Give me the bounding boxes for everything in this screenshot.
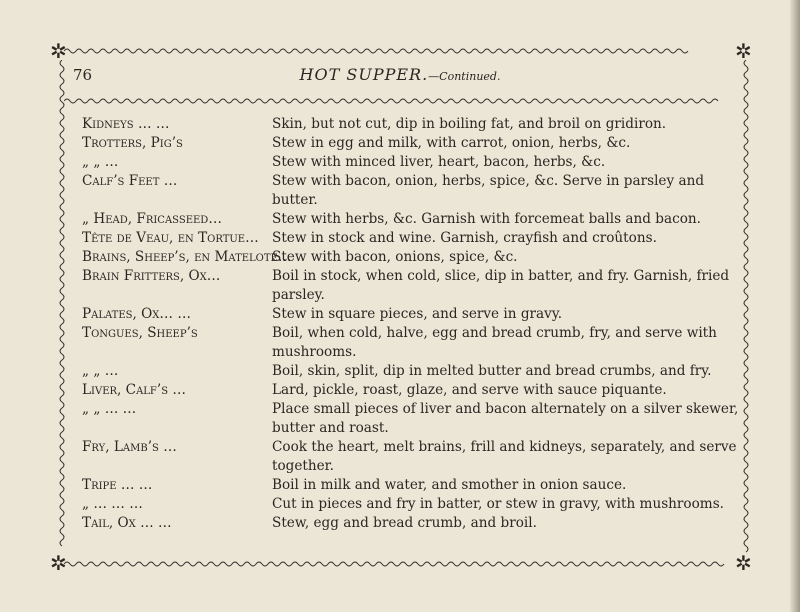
running-title [0, 65, 800, 84]
recipe-entry [82, 495, 742, 514]
recipe-entry [82, 229, 742, 248]
recipe-term: Tail, Ox … … [82, 515, 172, 531]
recipe-entry [82, 267, 742, 305]
recipe-term: „ „ … [82, 154, 119, 170]
recipe-description: Stew with herbs, &c. Garnish with forcemeat balls and bacon. [272, 211, 701, 227]
recipe-entry [82, 400, 742, 438]
recipe-term: „ … … … [82, 496, 143, 512]
recipe-description: Boil, when cold, halve, egg and bread crumb, fry, and serve with mushrooms. [272, 325, 717, 360]
recipe-term: „ „ … [82, 363, 119, 379]
recipe-entry [82, 381, 742, 400]
recipe-description: Boil in milk and water, and smother in onion sauce. [272, 477, 627, 493]
recipe-term: Tête de Veau, en Tortue… [82, 230, 259, 246]
recipe-description: Boil in stock, when cold, slice, dip in batter, and fry. Garnish, fried parsley. [272, 268, 730, 303]
recipe-entry [82, 438, 742, 476]
recipe-description: Stew in stock and wine. Garnish, crayfish and croûtons. [272, 230, 657, 246]
recipe-description: Cook the heart, melt brains, frill and kidneys, separately, and serve together. [272, 439, 737, 474]
recipe-description: Stew, egg and bread crumb, and broil. [272, 515, 537, 531]
recipe-entry [82, 153, 742, 172]
page-number: 76 [73, 66, 93, 84]
recipe-description: Place small pieces of liver and bacon alternately on a silver skewer, butter and roast. [272, 401, 739, 436]
recipe-description: Skin, but not cut, dip in boiling fat, and broil on gridiron. [272, 116, 667, 132]
recipe-description: Stew with bacon, onions, spice, &c. [272, 249, 518, 265]
recipe-entry [82, 115, 742, 134]
recipe-entry [82, 210, 742, 229]
corner-ornament-bottom-left: ✲ [50, 551, 67, 575]
recipe-term: Trotters, Pig’s [82, 135, 183, 151]
recipe-entry [82, 362, 742, 381]
top-wavy-rule [64, 47, 736, 55]
recipe-description: Stew in egg and milk, with carrot, onion, herbs, &c. [272, 135, 631, 151]
recipe-term: Calf’s Feet … [82, 173, 178, 189]
recipe-description: Stew with bacon, onion, herbs, spice, &c. Serve in parsley and butter. [272, 173, 705, 208]
left-wavy-border [58, 60, 66, 555]
recipe-entry [82, 248, 742, 267]
corner-ornament-top-right: ✲ [735, 39, 752, 63]
recipe-term: Kidneys … … [82, 116, 170, 132]
recipe-list [82, 115, 742, 533]
recipe-term: Brains, Sheep’s, en Matelote… [82, 249, 292, 265]
recipe-term: Liver, Calf’s … [82, 382, 186, 398]
recipe-description: Stew with minced liver, heart, bacon, herbs, &c. [272, 154, 606, 170]
corner-ornament-bottom-right: ✲ [735, 551, 752, 575]
recipe-term: „ „ … … [82, 401, 137, 417]
recipe-term: Brain Fritters, Ox… [82, 268, 221, 284]
running-title-text: HOT SUPPER. [299, 65, 429, 84]
recipe-term: Palates, Ox… … [82, 306, 191, 322]
recipe-term: „ Head, Fricasseed… [82, 211, 222, 227]
recipe-description: Lard, pickle, roast, glaze, and serve with sauce piquante. [272, 382, 667, 398]
recipe-entry [82, 514, 742, 533]
recipe-description: Stew in square pieces, and serve in gravy. [272, 306, 563, 322]
header-wavy-rule [64, 97, 744, 105]
page-edge-shadow [790, 0, 800, 612]
recipe-description: Cut in pieces and fry in batter, or stew in gravy, with mushrooms. [272, 496, 724, 512]
corner-ornament-top-left: ✲ [50, 39, 67, 63]
recipe-entry [82, 172, 742, 210]
recipe-description: Boil, skin, split, dip in melted butter and bread crumbs, and fry. [272, 363, 712, 379]
recipe-term: Tongues, Sheep’s [82, 325, 198, 341]
continued-label: —Continued. [428, 70, 501, 83]
recipe-entry [82, 476, 742, 495]
recipe-entry [82, 305, 742, 324]
recipe-term: Fry, Lamb’s … [82, 439, 177, 455]
recipe-entry [82, 324, 742, 362]
bottom-wavy-rule [64, 560, 736, 568]
right-wavy-border [742, 60, 750, 555]
recipe-entry [82, 134, 742, 153]
recipe-term: Tripe … … [82, 477, 153, 493]
